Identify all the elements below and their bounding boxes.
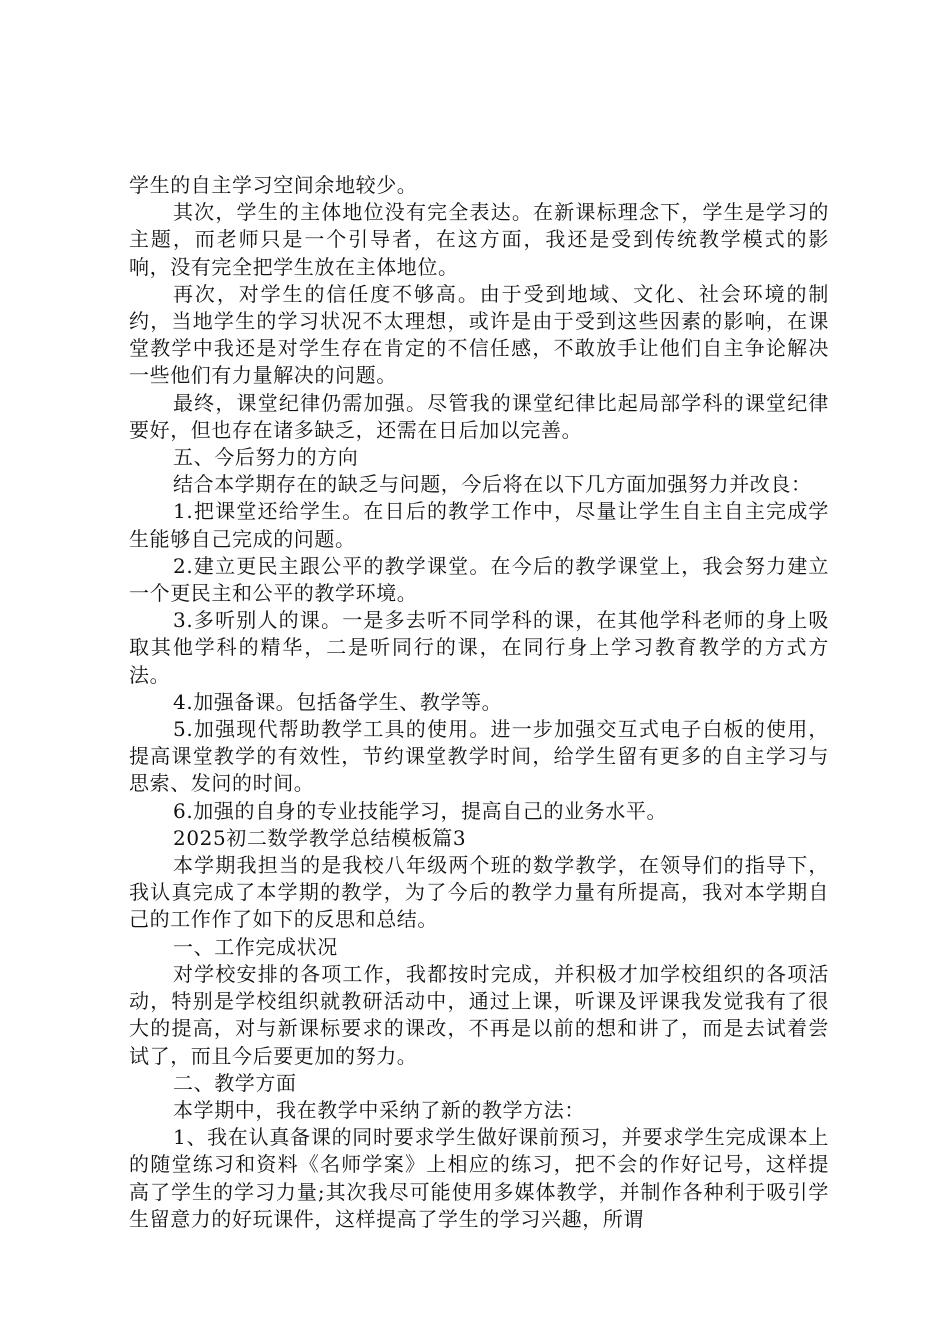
paragraph: 3.多听别人的课。一是多去听不同学科的课，在其他学科老师的身上吸取其他学科的精华，二是听同行的课，在同行身上学习教育教学的方式方法。 — [129, 608, 829, 687]
paragraph: 1、我在认真备课的同时要求学生做好课前预习，并要求学生完成课本上的随堂练习和资料《名师学案》上相应的练习，把不会的作好记号，这样提高了学生的学习力量;其次我尽可能使用多媒体教学，并制作各种利于吸引学生留意力的好玩课件，这样提高了学生的学习兴趣，所谓 — [129, 1125, 829, 1231]
paragraph: 2.建立更民主跟公平的教学课堂。在今后的教学课堂上，我会努力建立一个更民主和公平的教学环境。 — [129, 553, 829, 606]
paragraph: 学生的自主学习空间余地较少。 — [129, 173, 418, 197]
paragraph: 结合本学期存在的缺乏与问题，今后将在以下几方面加强努力并改良： — [173, 472, 812, 497]
paragraph: 2025初二数学教学总结模板篇3 — [173, 825, 467, 850]
paragraph: 4.加强备课。包括备学生、教学等。 — [173, 689, 503, 714]
paragraph: 最终，课堂纪律仍需加强。尽管我的课堂纪律比起局部学科的课堂纪律要好，但也存在诸多缺乏，还需在日后加以完善。 — [129, 390, 829, 442]
paragraph: 再次，对学生的信任度不够高。由于受到地域、文化、社会环境的制约，当地学生的学习状况不太理想，或许是由于受到这些因素的影响，在课堂教学中我还是对学生存在肯定的不信任感，不敢放手让他们自主争论解决一些他们有力量解决的问题。 — [129, 281, 829, 388]
paragraph: 本学期我担当的是我校八年级两个班的数学教学，在领导们的指导下，我认真完成了本学期的教学，为了今后的教学力量有所提高，我对本学期自己的工作作了如下的反思和总结。 — [129, 853, 829, 932]
paragraph: 6.加强的自身的专业技能学习，提高自己的业务水平。 — [173, 798, 668, 823]
paragraph: 本学期中，我在教学中采纳了新的教学方法： — [173, 1097, 585, 1122]
paragraph: 对学校安排的各项工作，我都按时完成，并积极才加学校组织的各项活动，特别是学校组织就教研活动中，通过上课，听课及评课我发觉我有了很大的提高，对与新课标要求的课改，不再是以前的想和讲了，而是去试着尝试了，而且今后要更加的努力。 — [129, 961, 829, 1068]
paragraph: 二、教学方面 — [173, 1070, 297, 1095]
paragraph: 一、工作完成状况 — [173, 934, 338, 959]
paragraph: 1.把课堂还给学生。在日后的教学工作中，尽量让学生自主自主完成学生能够自己完成的问题。 — [129, 499, 829, 551]
paragraph: 五、今后努力的方向 — [173, 445, 359, 470]
paragraph: 其次，学生的主体地位没有完全表达。在新课标理念下，学生是学习的主题，而老师只是一个引导者，在这方面，我还是受到传统教学模式的影响，没有完全把学生放在主体地位。 — [129, 200, 829, 279]
paragraph: 5.加强现代帮助教学工具的使用。进一步加强交互式电子白板的使用，提高课堂教学的有效性，节约课堂教学时间，给学生留有更多的自主学习与思索、发问的时间。 — [129, 717, 829, 796]
document-body — [129, 172, 829, 1233]
